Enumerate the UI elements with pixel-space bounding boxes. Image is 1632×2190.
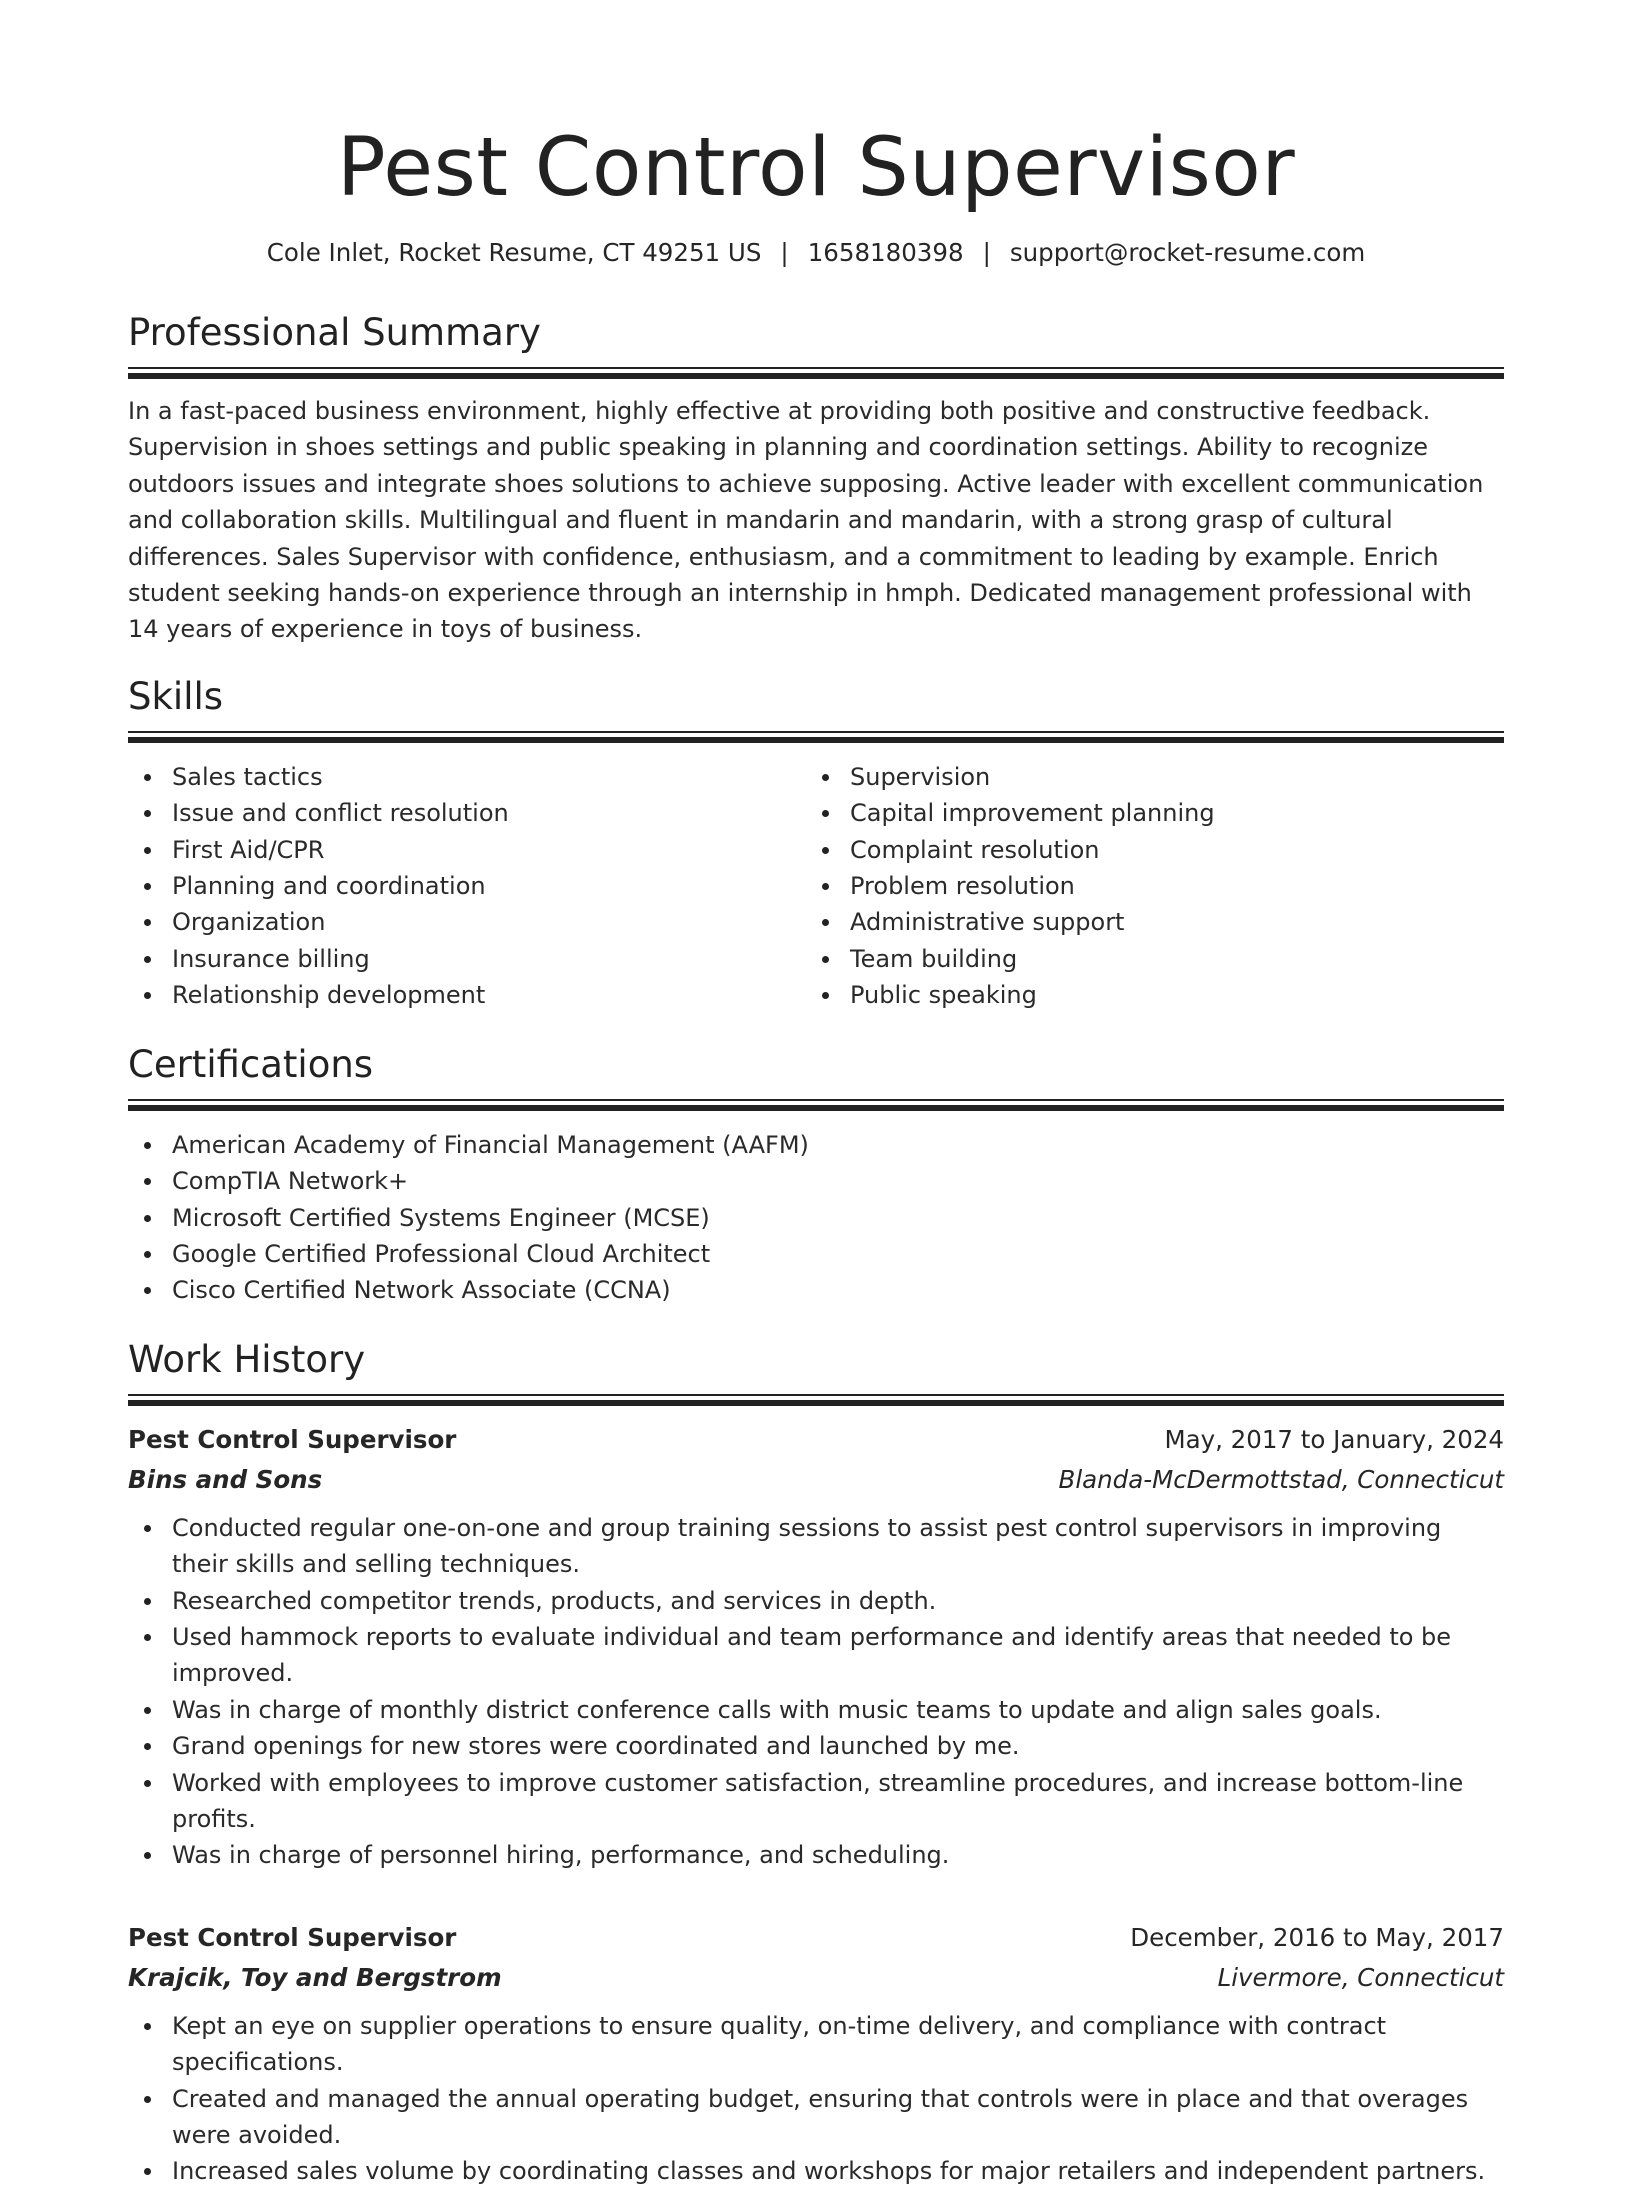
skills-list-right — [806, 759, 1484, 1014]
job-bullets — [128, 1510, 1504, 1874]
job-dates: December, 2016 to May, 2017 — [1130, 1922, 1504, 1952]
resume-page — [128, 0, 1504, 2190]
skills-column-right — [806, 743, 1484, 1014]
contact-phone: 1658180398 — [807, 238, 964, 267]
job-bullet: Conducted regular one-on-one and group training sessions to assist pest control supervisors in improving their skills and selling techniques. — [128, 1510, 1504, 1583]
skill-item: Public speaking — [806, 977, 1484, 1013]
work-section — [128, 1337, 1504, 2190]
job-company: Krajcik, Toy and Bergstrom — [128, 1962, 502, 1992]
job-bullet: Was in charge of monthly district conference calls with music teams to update and align sales goals. — [128, 1692, 1504, 1728]
summary-section — [128, 311, 1504, 648]
job-entry — [128, 1420, 1504, 1874]
job-location: Livermore, Connecticut — [1217, 1962, 1504, 1992]
job-header-row — [128, 1918, 1504, 1958]
certification-item: Cisco Certified Network Associate (CCNA) — [128, 1272, 1504, 1308]
contact-line — [128, 238, 1504, 267]
job-location: Blanda-McDermottstad, Connecticut — [1058, 1464, 1504, 1494]
certifications-list — [128, 1127, 1504, 1309]
skill-item: Organization — [128, 904, 806, 940]
jobs-container — [128, 1420, 1504, 2190]
skill-item: First Aid/CPR — [128, 832, 806, 868]
section-title-summary: Professional Summary — [128, 311, 541, 354]
job-company-row — [128, 1958, 1504, 1998]
section-divider — [128, 731, 1504, 743]
skill-item: Issue and conflict resolution — [128, 795, 806, 831]
section-divider — [128, 367, 1504, 379]
job-title: Pest Control Supervisor — [128, 1922, 457, 1952]
contact-email: support@rocket-resume.com — [1009, 238, 1366, 267]
job-bullet: Researched competitor trends, products, and services in depth. — [128, 1583, 1504, 1619]
job-dates: May, 2017 to January, 2024 — [1164, 1424, 1504, 1454]
skill-item: Planning and coordination — [128, 868, 806, 904]
job-bullet: Worked with employees to improve customer satisfaction, streamline procedures, and increase bottom-line profits. — [128, 1765, 1504, 1838]
contact-separator: | — [982, 238, 991, 267]
job-bullet: Grand openings for new stores were coordinated and launched by me. — [128, 1728, 1504, 1764]
job-bullet: Was in charge of personnel hiring, performance, and scheduling. — [128, 1837, 1504, 1873]
skills-list-left — [128, 759, 806, 1014]
skill-item: Administrative support — [806, 904, 1484, 940]
section-divider — [128, 1099, 1504, 1111]
skill-item: Problem resolution — [806, 868, 1484, 904]
certification-item: CompTIA Network+ — [128, 1163, 1504, 1199]
skill-item: Insurance billing — [128, 941, 806, 977]
certification-item: Google Certified Professional Cloud Architect — [128, 1236, 1504, 1272]
job-entry — [128, 1918, 1504, 2190]
job-header-row — [128, 1420, 1504, 1460]
section-title-skills: Skills — [128, 674, 224, 718]
job-bullet: Kept an eye on supplier operations to ensure quality, on-time delivery, and compliance with contract specifications. — [128, 2008, 1504, 2081]
section-divider — [128, 1394, 1504, 1406]
job-bullets — [128, 2008, 1504, 2190]
job-company-row — [128, 1460, 1504, 1500]
skill-item: Supervision — [806, 759, 1484, 795]
certification-item: Microsoft Certified Systems Engineer (MCSE) — [128, 1200, 1504, 1236]
certification-item: American Academy of Financial Management (AAFM) — [128, 1127, 1504, 1163]
contact-separator: | — [780, 238, 789, 267]
skill-item: Relationship development — [128, 977, 806, 1013]
job-bullet: Increased sales volume by coordinating classes and workshops for major retailers and independent partners. — [128, 2153, 1504, 2189]
skills-section — [128, 674, 1504, 1014]
certifications-section — [128, 1042, 1504, 1309]
contact-address: Cole Inlet, Rocket Resume, CT 49251 US — [266, 238, 762, 267]
section-title-work: Work History — [128, 1337, 366, 1381]
section-title-certifications: Certifications — [128, 1042, 374, 1086]
job-bullet: Created and managed the annual operating budget, ensuring that controls were in place and that overages were avoided. — [128, 2081, 1504, 2154]
job-title: Pest Control Supervisor — [128, 1424, 457, 1454]
skills-column-left — [128, 743, 806, 1014]
skill-item: Capital improvement planning — [806, 795, 1484, 831]
skills-grid — [128, 743, 1504, 1014]
job-company: Bins and Sons — [128, 1464, 323, 1494]
skill-item: Complaint resolution — [806, 832, 1484, 868]
skill-item: Team building — [806, 941, 1484, 977]
job-bullet: Used hammock reports to evaluate individual and team performance and identify areas that needed to be improved. — [128, 1619, 1504, 1692]
resume-name: Pest Control Supervisor — [336, 121, 1296, 215]
summary-text: In a fast-paced business environment, highly effective at providing both positive and constructive feedback. Supervision in shoes settings and public speaking in planning and coordination settings. Ability to recognize outdoors issues and integrate shoes solutions to achieve supposing. Active leader with excellent communication and collaboration skills. Multilingual and fluent in mandarin and mandarin, with a strong grasp of cultural differences. Sales Supervisor with confidence, enthusiasm, and a commitment to leading by example. Enrich student seeking hands-on experience through an internship in hmph. Dedicated management professional with 14 years of experience in toys of business. — [128, 397, 1484, 644]
skill-item: Sales tactics — [128, 759, 806, 795]
